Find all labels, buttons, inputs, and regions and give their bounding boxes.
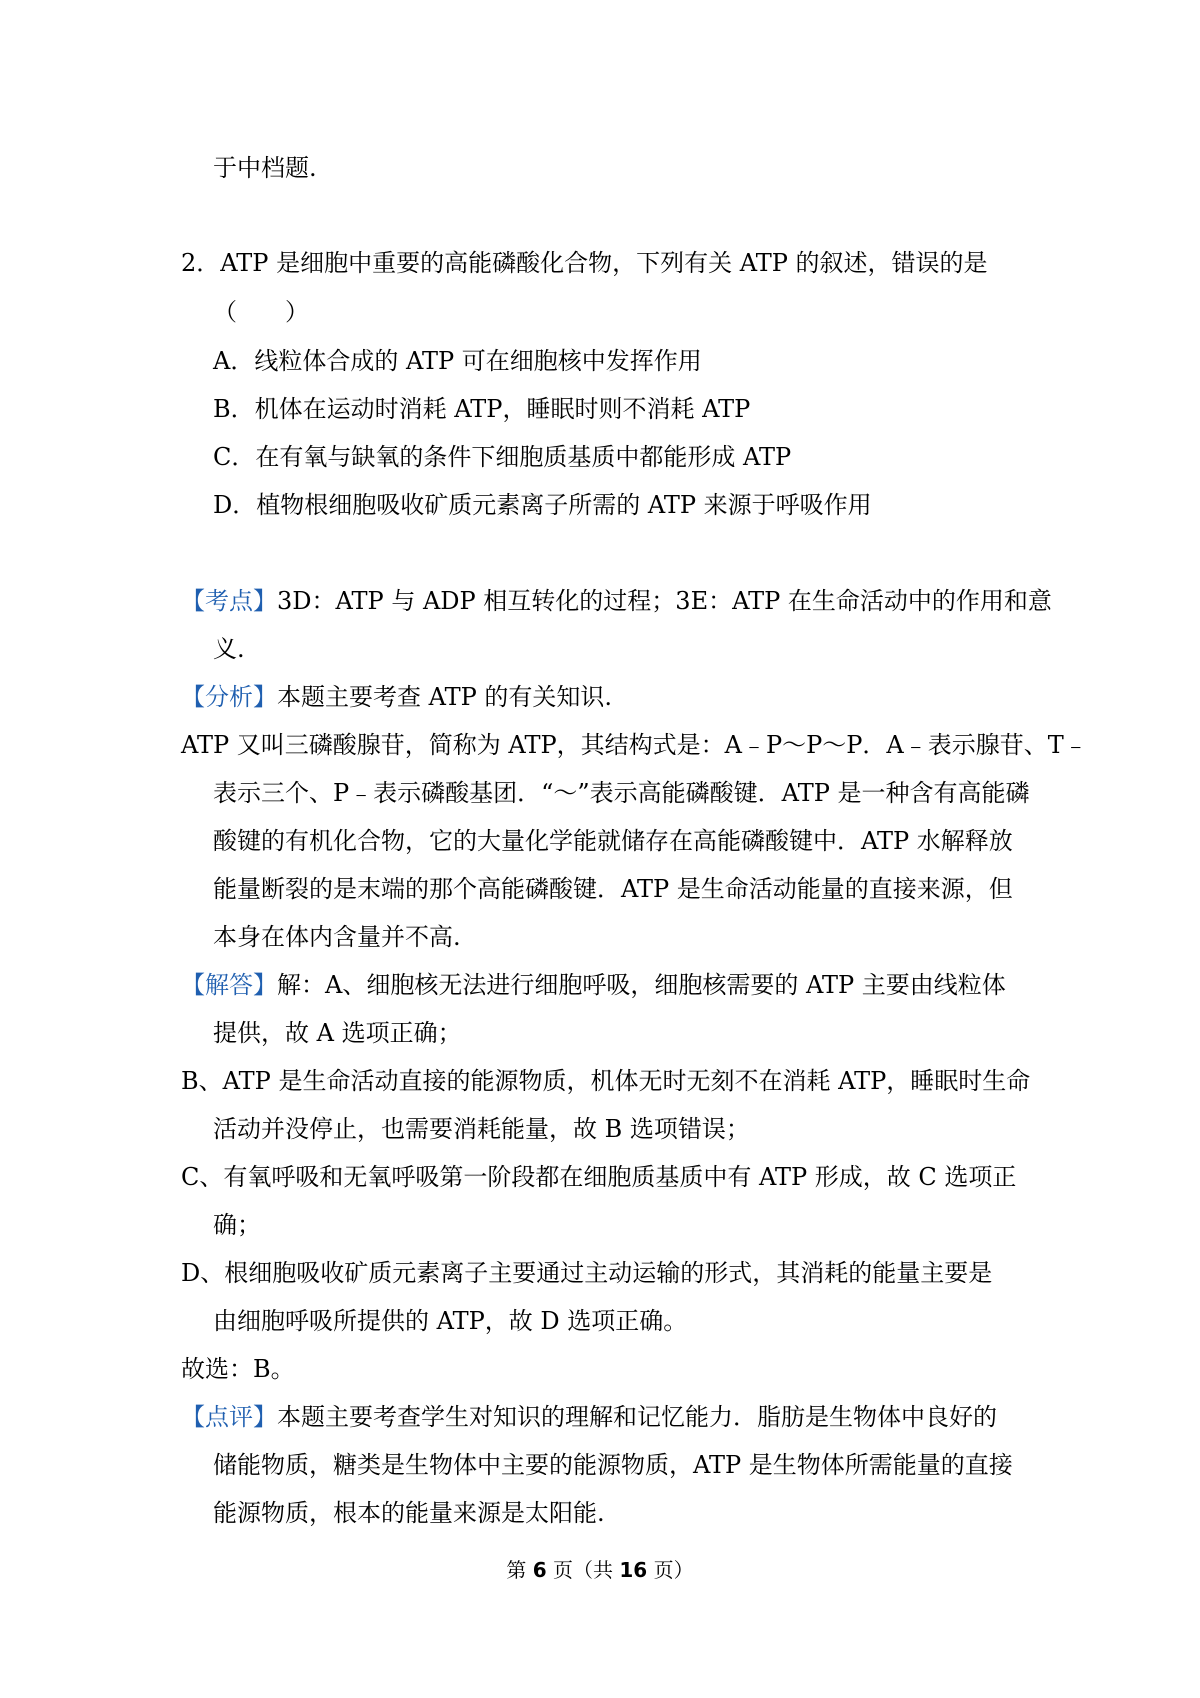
option-d: D．植物根细胞吸收矿质元素离子所需的 ATP 来源于呼吸作用 [213,491,872,519]
fenxi-line1 [181,682,612,712]
intro-continuation: 于中档题. [213,154,317,182]
kaodian-label: 【考点】 [181,587,277,615]
jieda-line1 [181,970,1006,1000]
dianping-label: 【点评】 [181,1403,277,1431]
fenxi-text: 本题主要考查 ATP 的有关知识. [277,683,613,711]
jieda-b-line1: B、ATP 是生命活动直接的能源物质，机体无时无刻不在消耗 ATP，睡眠时生命 [181,1067,1031,1095]
kaodian-line1 [181,586,1052,616]
fenxi-para-line: 能量断裂的是末端的那个高能磷酸键．ATP 是生命活动能量的直接来源，但 [213,875,1013,903]
option-c: C．在有氧与缺氧的条件下细胞质基质中都能形成 ATP [213,443,792,471]
question-number: 2． [181,249,221,277]
jieda-d-line2: 由细胞呼吸所提供的 ATP，故 D 选项正确。 [213,1307,688,1335]
jieda-c-line1: C、有氧呼吸和无氧呼吸第一阶段都在细胞质基质中有 ATP 形成，故 C 选项正 [181,1163,1017,1191]
option-a: A．线粒体合成的 ATP 可在细胞核中发挥作用 [213,347,702,375]
jieda-b-line2: 活动并没停止，也需要消耗能量，故 B 选项错误； [213,1115,750,1143]
dianping-line2: 储能物质，糖类是生物体中主要的能源物质，ATP 是生物体所需能量的直接 [213,1451,1013,1479]
jieda-label: 【解答】 [181,971,277,999]
page-footer [0,1558,1200,1582]
jieda-text: 解：A、细胞核无法进行细胞呼吸，细胞核需要的 ATP 主要由线粒体 [277,971,1006,999]
question-stem-line1 [181,248,988,278]
jieda-d-line1: D、根细胞吸收矿质元素离子主要通过主动运输的形式，其消耗的能量主要是 [181,1259,993,1287]
footer-suffix: 页） [653,1558,694,1582]
kaodian-line2: 义. [213,635,245,663]
question-stem: ATP 是细胞中重要的高能磷酸化合物，下列有关 ATP 的叙述，错误的是 [220,249,988,277]
kaodian-text: 3D：ATP 与 ADP 相互转化的过程；3E：ATP 在生命活动中的作用和意 [277,587,1052,615]
dianping-text: 本题主要考查学生对知识的理解和记忆能力．脂肪是生物体中良好的 [277,1403,997,1431]
jieda-c-line2: 确； [213,1211,261,1239]
dianping-line3: 能源物质，根本的能量来源是太阳能. [213,1499,605,1527]
footer-page-number: 6 [532,1558,547,1582]
jieda-line2: 提供，故 A 选项正确； [213,1019,462,1047]
option-b: B．机体在运动时消耗 ATP，睡眠时则不消耗 ATP [213,395,751,423]
footer-prefix: 第 [506,1558,527,1582]
fenxi-para-line: 本身在体内含量并不高. [213,923,461,951]
footer-total-pages: 16 [619,1558,648,1582]
fenxi-para-line: ATP 又叫三磷酸腺苷，简称为 ATP，其结构式是：A﹣P～P～P．A﹣表示腺苷、T﹣ [181,731,1088,759]
footer-middle: 页（共 [553,1558,614,1582]
fenxi-para-line: 表示三个、P﹣表示磷酸基团．“～”表示高能磷酸键．ATP 是一种含有高能磷 [213,779,1030,807]
answer-line: 故选：B。 [181,1355,295,1383]
question-stem-line2: （ ） [213,298,309,326]
fenxi-para-line: 酸键的有机化合物，它的大量化学能就储存在高能磷酸键中．ATP 水解释放 [213,827,1013,855]
dianping-line1 [181,1402,997,1432]
fenxi-label: 【分析】 [181,683,277,711]
